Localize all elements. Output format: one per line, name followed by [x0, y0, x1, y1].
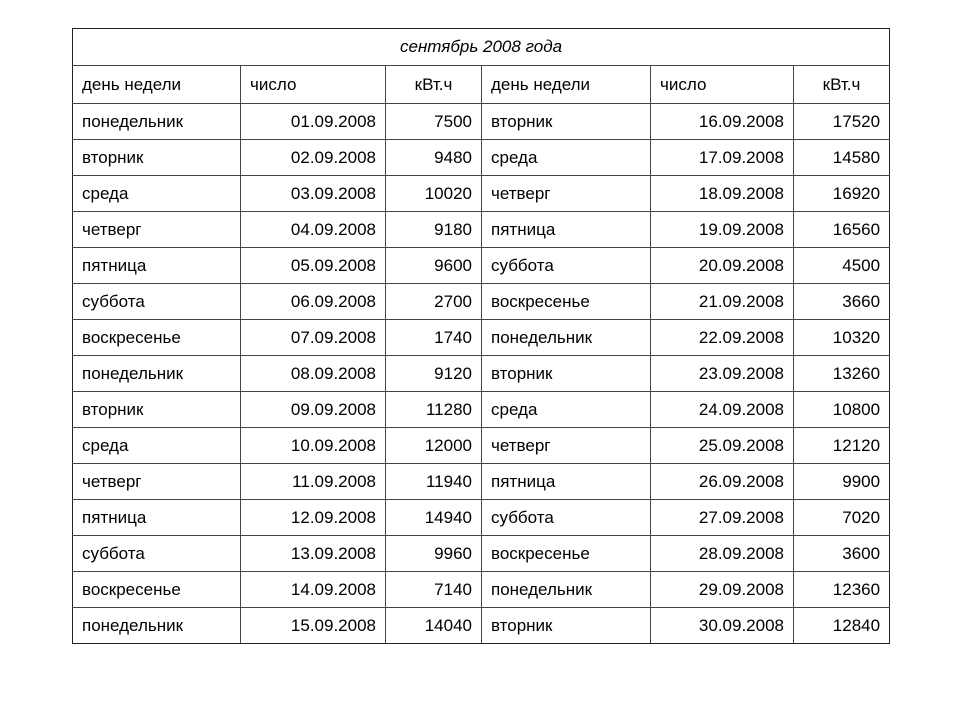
- table-title: сентябрь 2008 года: [73, 29, 890, 66]
- cell-right-kwh: 3660: [794, 284, 890, 320]
- cell-left-day: вторник: [73, 140, 241, 176]
- cell-right-date: 23.09.2008: [651, 356, 794, 392]
- table-row: [73, 392, 890, 428]
- cell-right-date: 26.09.2008: [651, 464, 794, 500]
- cell-left-kwh: 7140: [386, 572, 482, 608]
- cell-left-date: 09.09.2008: [241, 392, 386, 428]
- cell-right-kwh: 17520: [794, 104, 890, 140]
- cell-left-date: 05.09.2008: [241, 248, 386, 284]
- cell-right-date: 16.09.2008: [651, 104, 794, 140]
- cell-right-date: 22.09.2008: [651, 320, 794, 356]
- table-row: [73, 248, 890, 284]
- cell-right-day: воскресенье: [482, 536, 651, 572]
- table-header-row: [73, 66, 890, 104]
- cell-left-kwh: 11280: [386, 392, 482, 428]
- cell-right-date: 21.09.2008: [651, 284, 794, 320]
- cell-left-kwh: 7500: [386, 104, 482, 140]
- cell-right-day: пятница: [482, 212, 651, 248]
- table-row: [73, 536, 890, 572]
- cell-left-day: среда: [73, 428, 241, 464]
- cell-right-day: четверг: [482, 176, 651, 212]
- cell-right-day: пятница: [482, 464, 651, 500]
- cell-left-day: понедельник: [73, 608, 241, 644]
- cell-right-date: 19.09.2008: [651, 212, 794, 248]
- cell-right-day: воскресенье: [482, 284, 651, 320]
- cell-left-kwh: 12000: [386, 428, 482, 464]
- cell-left-date: 11.09.2008: [241, 464, 386, 500]
- cell-right-day: вторник: [482, 356, 651, 392]
- cell-right-kwh: 14580: [794, 140, 890, 176]
- cell-right-day: понедельник: [482, 320, 651, 356]
- cell-left-date: 13.09.2008: [241, 536, 386, 572]
- header-right-day: день недели: [482, 66, 651, 104]
- cell-left-date: 03.09.2008: [241, 176, 386, 212]
- cell-left-day: воскресенье: [73, 572, 241, 608]
- cell-left-kwh: 9120: [386, 356, 482, 392]
- cell-left-day: пятница: [73, 500, 241, 536]
- table-row: [73, 140, 890, 176]
- cell-right-day: понедельник: [482, 572, 651, 608]
- cell-right-kwh: 13260: [794, 356, 890, 392]
- cell-right-kwh: 3600: [794, 536, 890, 572]
- cell-right-date: 29.09.2008: [651, 572, 794, 608]
- cell-left-day: понедельник: [73, 356, 241, 392]
- cell-right-kwh: 12840: [794, 608, 890, 644]
- cell-left-date: 14.09.2008: [241, 572, 386, 608]
- cell-left-kwh: 2700: [386, 284, 482, 320]
- cell-left-kwh: 14040: [386, 608, 482, 644]
- table-row: [73, 428, 890, 464]
- cell-left-date: 10.09.2008: [241, 428, 386, 464]
- cell-left-date: 12.09.2008: [241, 500, 386, 536]
- table-row: [73, 464, 890, 500]
- table-row: [73, 500, 890, 536]
- cell-left-date: 04.09.2008: [241, 212, 386, 248]
- cell-right-date: 17.09.2008: [651, 140, 794, 176]
- cell-right-date: 18.09.2008: [651, 176, 794, 212]
- cell-left-day: вторник: [73, 392, 241, 428]
- table-row: [73, 176, 890, 212]
- cell-left-kwh: 9480: [386, 140, 482, 176]
- cell-left-kwh: 10020: [386, 176, 482, 212]
- cell-left-day: воскресенье: [73, 320, 241, 356]
- cell-left-date: 02.09.2008: [241, 140, 386, 176]
- cell-right-kwh: 16920: [794, 176, 890, 212]
- cell-left-kwh: 14940: [386, 500, 482, 536]
- cell-left-day: суббота: [73, 284, 241, 320]
- table-row: [73, 572, 890, 608]
- cell-left-day: четверг: [73, 212, 241, 248]
- table-row: [73, 356, 890, 392]
- header-right-date: число: [651, 66, 794, 104]
- cell-right-kwh: 10320: [794, 320, 890, 356]
- cell-right-kwh: 12360: [794, 572, 890, 608]
- energy-consumption-sheet: [72, 28, 889, 644]
- header-right-kwh: кВт.ч: [794, 66, 890, 104]
- cell-right-day: суббота: [482, 248, 651, 284]
- cell-left-kwh: 11940: [386, 464, 482, 500]
- cell-left-day: пятница: [73, 248, 241, 284]
- cell-left-day: суббота: [73, 536, 241, 572]
- cell-right-day: четверг: [482, 428, 651, 464]
- cell-right-day: вторник: [482, 608, 651, 644]
- cell-left-kwh: 9600: [386, 248, 482, 284]
- cell-left-kwh: 9960: [386, 536, 482, 572]
- cell-right-kwh: 9900: [794, 464, 890, 500]
- cell-left-date: 07.09.2008: [241, 320, 386, 356]
- cell-right-kwh: 7020: [794, 500, 890, 536]
- cell-right-date: 20.09.2008: [651, 248, 794, 284]
- table-title-row: [73, 29, 890, 66]
- cell-right-date: 28.09.2008: [651, 536, 794, 572]
- cell-right-date: 25.09.2008: [651, 428, 794, 464]
- cell-left-day: четверг: [73, 464, 241, 500]
- cell-right-kwh: 12120: [794, 428, 890, 464]
- table-row: [73, 284, 890, 320]
- cell-right-day: среда: [482, 140, 651, 176]
- header-left-day: день недели: [73, 66, 241, 104]
- header-left-kwh: кВт.ч: [386, 66, 482, 104]
- table-row: [73, 104, 890, 140]
- cell-left-day: среда: [73, 176, 241, 212]
- cell-right-date: 27.09.2008: [651, 500, 794, 536]
- cell-right-day: вторник: [482, 104, 651, 140]
- cell-left-date: 08.09.2008: [241, 356, 386, 392]
- cell-left-kwh: 1740: [386, 320, 482, 356]
- cell-left-date: 06.09.2008: [241, 284, 386, 320]
- energy-table: [72, 28, 890, 644]
- cell-left-date: 01.09.2008: [241, 104, 386, 140]
- table-row: [73, 320, 890, 356]
- header-left-date: число: [241, 66, 386, 104]
- cell-left-kwh: 9180: [386, 212, 482, 248]
- cell-right-date: 30.09.2008: [651, 608, 794, 644]
- cell-left-date: 15.09.2008: [241, 608, 386, 644]
- cell-right-kwh: 16560: [794, 212, 890, 248]
- table-row: [73, 212, 890, 248]
- cell-right-kwh: 4500: [794, 248, 890, 284]
- cell-left-day: понедельник: [73, 104, 241, 140]
- cell-right-day: суббота: [482, 500, 651, 536]
- table-row: [73, 608, 890, 644]
- cell-right-date: 24.09.2008: [651, 392, 794, 428]
- cell-right-kwh: 10800: [794, 392, 890, 428]
- cell-right-day: среда: [482, 392, 651, 428]
